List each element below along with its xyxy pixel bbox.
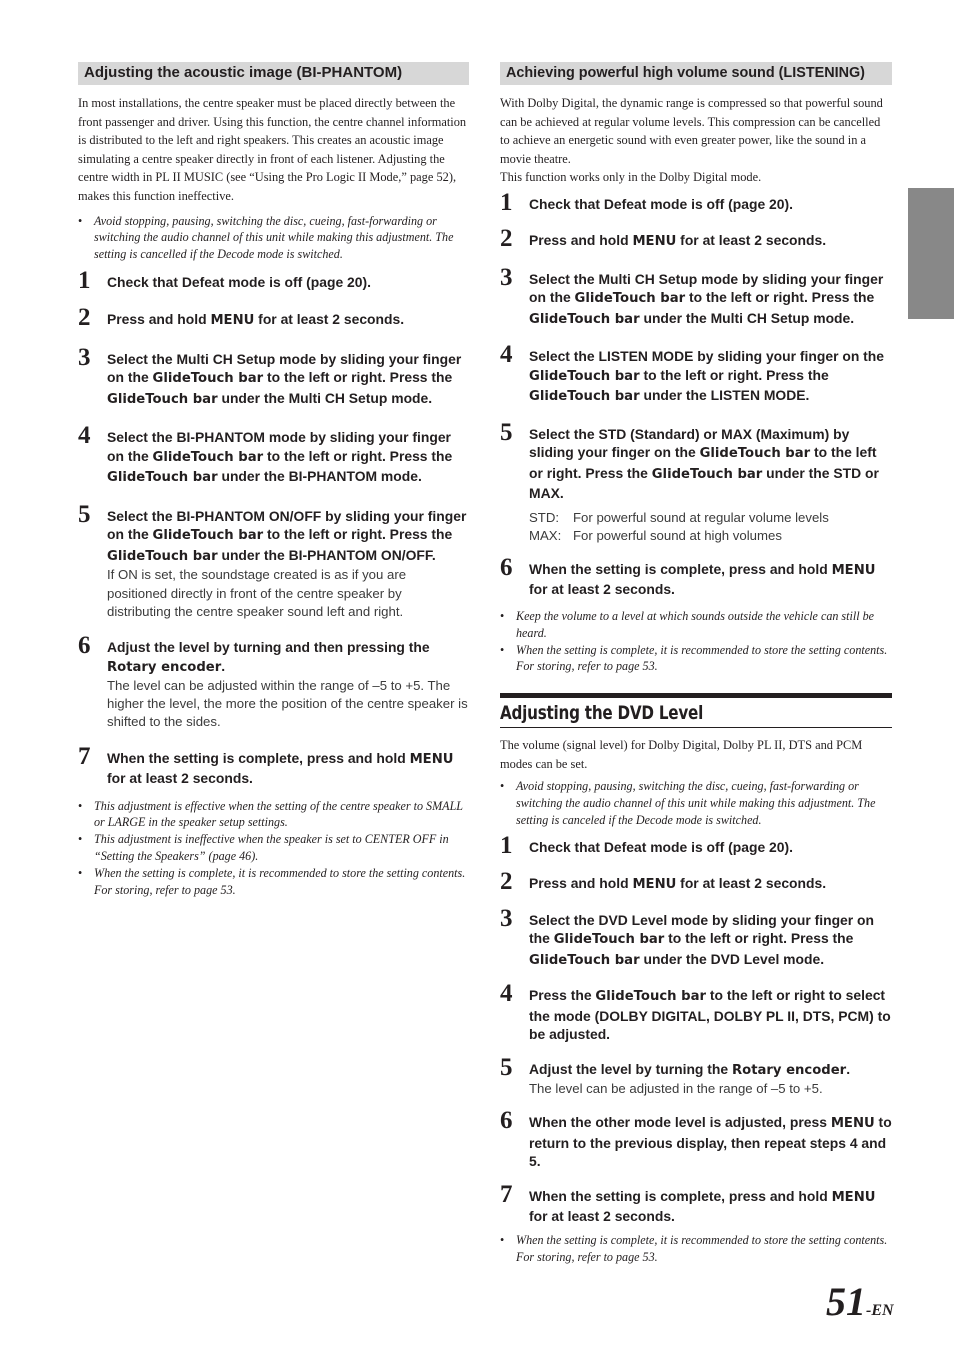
step-number: 2 xyxy=(78,304,91,332)
control-name: GlideTouch bar xyxy=(107,391,218,407)
control-name: GlideTouch bar xyxy=(529,952,640,968)
step-instruction: Select the STD (Standard) or MAX (Maximum) by sliding your finger on the GlideTouch bar to the left or right. Press the GlideTouch bar under the STD or MAX. xyxy=(529,425,879,502)
bi-phantom-notes xyxy=(78,798,469,899)
step-item xyxy=(78,422,469,488)
step-item xyxy=(500,553,892,599)
step-item xyxy=(500,831,892,859)
step-instruction: Select the BI-PHANTOM ON/OFF by sliding your finger on the GlideTouch bar to the left or right. Press the GlideTouch bar under the BI-PHANTOM ON/OFF. xyxy=(107,507,467,564)
control-name: MENU xyxy=(632,234,677,250)
step-number: 5 xyxy=(78,500,91,528)
step-instruction: Check that Defeat mode is off (page 20). xyxy=(529,838,793,855)
step-item xyxy=(500,1107,892,1171)
step-instruction: When the other mode level is adjusted, press MENU to return to the previous display, then repeat steps 4 and 5. xyxy=(529,1114,892,1170)
control-name: GlideTouch bar xyxy=(152,528,264,544)
control-name: Rotary encoder xyxy=(107,659,222,675)
step-number: 2 xyxy=(500,225,513,253)
step-item xyxy=(500,263,892,330)
control-name: GlideTouch bar xyxy=(152,371,264,387)
step-instruction: Press and hold MENU for at least 2 seconds. xyxy=(529,232,827,250)
step-number: 4 xyxy=(500,341,513,369)
dvd-level-heading: Adjusting the DVD Level xyxy=(500,702,704,725)
dvd-level-pre-notes xyxy=(500,778,892,828)
step-item xyxy=(500,225,892,253)
control-name: MENU xyxy=(830,1116,875,1132)
step-instruction: When the setting is complete, press and hold MENU for at least 2 seconds. xyxy=(107,749,454,787)
listening-steps xyxy=(500,188,892,599)
step-instruction: Press and hold MENU for at least 2 seconds. xyxy=(107,311,405,329)
control-name: Rotary encoder xyxy=(731,1062,847,1078)
left-column xyxy=(78,62,469,898)
step-instruction: Adjust the level by turning and then pressing the Rotary encoder. xyxy=(107,639,430,675)
step-detail: The level can be adjusted within the range of –5 to +5. The higher the level, the more the position of the centre speaker is shifted to the sides. xyxy=(107,678,468,730)
control-name: GlideTouch bar xyxy=(699,446,811,462)
step-item xyxy=(500,418,892,545)
page-number xyxy=(826,1278,894,1326)
step-number: 5 xyxy=(500,418,513,446)
step-item xyxy=(500,1180,892,1226)
note-item: • Avoid stopping, pausing, switching the disc, cueing, fast-forwarding or switching the audio channel of this unit while making this adjustment. The setting is canceled if the Decode mode is switched. xyxy=(500,778,892,828)
control-name: GlideTouch bar xyxy=(107,548,218,564)
step-instruction: When the setting is complete, press and hold MENU for at least 2 seconds. xyxy=(529,1187,876,1225)
control-name: GlideTouch bar xyxy=(595,989,706,1005)
step-item xyxy=(78,500,469,621)
step-item xyxy=(78,266,469,294)
note-item: • Keep the volume to a level at which sounds outside the vehicle can still be heard. xyxy=(500,608,892,642)
step-item xyxy=(500,904,892,971)
step-number: 4 xyxy=(78,422,91,450)
step-number: 2 xyxy=(500,868,513,896)
control-name: GlideTouch bar xyxy=(152,449,264,465)
step-number: 4 xyxy=(500,980,513,1008)
definition-row xyxy=(529,509,892,527)
step-item xyxy=(78,343,469,410)
step-detail: If ON is set, the soundstage created is as if you are positioned directly in front of the centre speaker by distributing the centre speaker sound left and right. xyxy=(107,567,407,619)
step-instruction: Select the Multi CH Setup mode by sliding your finger on the GlideTouch bar to the left or right. Press the GlideTouch bar under the Multi CH Setup mode. xyxy=(107,350,462,407)
control-name: GlideTouch bar xyxy=(529,311,640,327)
step-item xyxy=(500,341,892,407)
step-item xyxy=(500,868,892,896)
control-name: MENU xyxy=(409,751,454,767)
note-item: • When the setting is complete, it is recommended to store the setting contents. For storing, refer to page 53. xyxy=(500,642,892,676)
step-instruction: Adjust the level by turning the Rotary encoder. xyxy=(529,1060,851,1078)
listening-heading: Achieving powerful high volume sound (LISTENING) xyxy=(500,62,892,85)
listening-intro: With Dolby Digital, the dynamic range is compressed so that powerful sound can be achieved at regular volume levels. This compression can be cancelled to achieve an energetic sound with even greater power, like the sound in a movie theatre. xyxy=(500,96,883,166)
step-instruction: Select the Multi CH Setup mode by sliding your finger on the GlideTouch bar to the left or right. Press the GlideTouch bar under the Multi CH Setup mode. xyxy=(529,270,884,327)
page-number-value: 51 xyxy=(826,1279,866,1324)
definition-term: MAX: xyxy=(529,527,562,543)
step-number: 6 xyxy=(78,632,91,660)
listening-intro-note: This function works only in the Dolby Digital mode. xyxy=(500,170,762,185)
section-tab-marker xyxy=(908,188,954,319)
step-number: 5 xyxy=(500,1053,513,1081)
control-name: MENU xyxy=(210,313,255,329)
step-number: 6 xyxy=(500,553,513,581)
definition-text: For powerful sound at regular volume levels xyxy=(573,509,829,525)
step-number: 1 xyxy=(500,831,513,859)
step-item xyxy=(500,188,892,216)
dvd-level-intro: The volume (signal level) for Dolby Digital, Dolby PL II, DTS and PCM modes can be set. xyxy=(500,738,863,771)
bi-phantom-heading: Adjusting the acoustic image (BI-PHANTOM) xyxy=(78,62,469,85)
control-name: GlideTouch bar xyxy=(574,291,686,307)
right-column xyxy=(500,62,892,1266)
note-item: • This adjustment is ineffective when the speaker is set to CENTER OFF in “Setting the Speakers” (page 46). xyxy=(78,831,469,865)
control-name: GlideTouch bar xyxy=(553,932,665,948)
bi-phantom-pre-notes xyxy=(78,213,469,263)
control-name: MENU xyxy=(831,562,876,578)
step-number: 1 xyxy=(78,266,91,294)
step-number: 7 xyxy=(500,1180,513,1208)
mode-definitions xyxy=(529,509,892,545)
control-name: MENU xyxy=(831,1189,876,1205)
step-number: 3 xyxy=(500,904,513,932)
definition-row xyxy=(529,527,892,545)
control-name: GlideTouch bar xyxy=(529,368,640,384)
step-item xyxy=(500,1053,892,1099)
note-item: • When the setting is complete, it is recommended to store the setting contents. For storing, refer to page 53. xyxy=(78,865,469,899)
bi-phantom-intro: In most installations, the centre speaker must be placed directly between the front passenger and driver. Using this function, the centre channel information is distributed to the left and right speakers. This creates an acoustic image simulating a centre speaker directly in front of each listener. Adjusting the centre width in PL II MUSIC (see “Using the Pro Logic II Mode,” page 52), makes this function ineffective. xyxy=(78,96,467,203)
dvd-level-steps xyxy=(500,831,892,1226)
dvd-level-notes xyxy=(500,1232,892,1266)
control-name: GlideTouch bar xyxy=(529,389,640,405)
step-instruction: Select the BI-PHANTOM mode by sliding your finger on the GlideTouch bar to the left or right. Press the GlideTouch bar under the BI-PHANTOM mode. xyxy=(107,429,453,486)
control-name: GlideTouch bar xyxy=(651,466,763,482)
step-detail: The level can be adjusted in the range of –5 to +5. xyxy=(529,1081,823,1097)
step-item xyxy=(78,632,469,732)
note-item: • This adjustment is effective when the setting of the centre speaker to SMALL or LARGE in the speaker setup settings. xyxy=(78,798,469,832)
step-instruction: Select the LISTEN MODE by sliding your finger on the GlideTouch bar to the left or right. Press the GlideTouch bar under the LISTEN MODE. xyxy=(529,348,885,405)
control-name: GlideTouch bar xyxy=(107,470,218,486)
step-number: 1 xyxy=(500,188,513,216)
step-item xyxy=(500,980,892,1044)
listening-notes xyxy=(500,608,892,675)
step-item xyxy=(78,742,469,788)
note-item: • When the setting is complete, it is recommended to store the setting contents. For storing, refer to page 53. xyxy=(500,1232,892,1266)
definition-term: STD: xyxy=(529,509,560,525)
definition-text: For powerful sound at high volumes xyxy=(573,527,782,543)
step-number: 3 xyxy=(78,343,91,371)
step-number: 7 xyxy=(78,742,91,770)
control-name: MENU xyxy=(632,877,677,893)
step-instruction: Press the GlideTouch bar to the left or right to select the mode (DOLBY DIGITAL, DOLBY PL II, DTS, PCM) to be adjusted. xyxy=(529,987,891,1043)
step-instruction: Press and hold MENU for at least 2 seconds. xyxy=(529,875,827,893)
step-instruction: Check that Defeat mode is off (page 20). xyxy=(107,273,371,290)
step-number: 6 xyxy=(500,1107,513,1135)
note-item: • Avoid stopping, pausing, switching the disc, cueing, fast-forwarding or switching the audio channel of this unit while making this adjustment. The setting is cancelled if the Decode mode is switched. xyxy=(78,213,469,263)
step-instruction: Check that Defeat mode is off (page 20). xyxy=(529,195,793,212)
step-item xyxy=(78,304,469,332)
step-number: 3 xyxy=(500,263,513,291)
bi-phantom-steps xyxy=(78,266,469,788)
step-instruction: When the setting is complete, press and hold MENU for at least 2 seconds. xyxy=(529,560,876,598)
page-language-suffix: -EN xyxy=(866,1302,894,1319)
step-instruction: Select the DVD Level mode by sliding your finger on the GlideTouch bar to the left or right. Press the GlideTouch bar under the DVD Level mode. xyxy=(529,911,875,968)
dvd-level-heading-bar xyxy=(500,693,892,728)
